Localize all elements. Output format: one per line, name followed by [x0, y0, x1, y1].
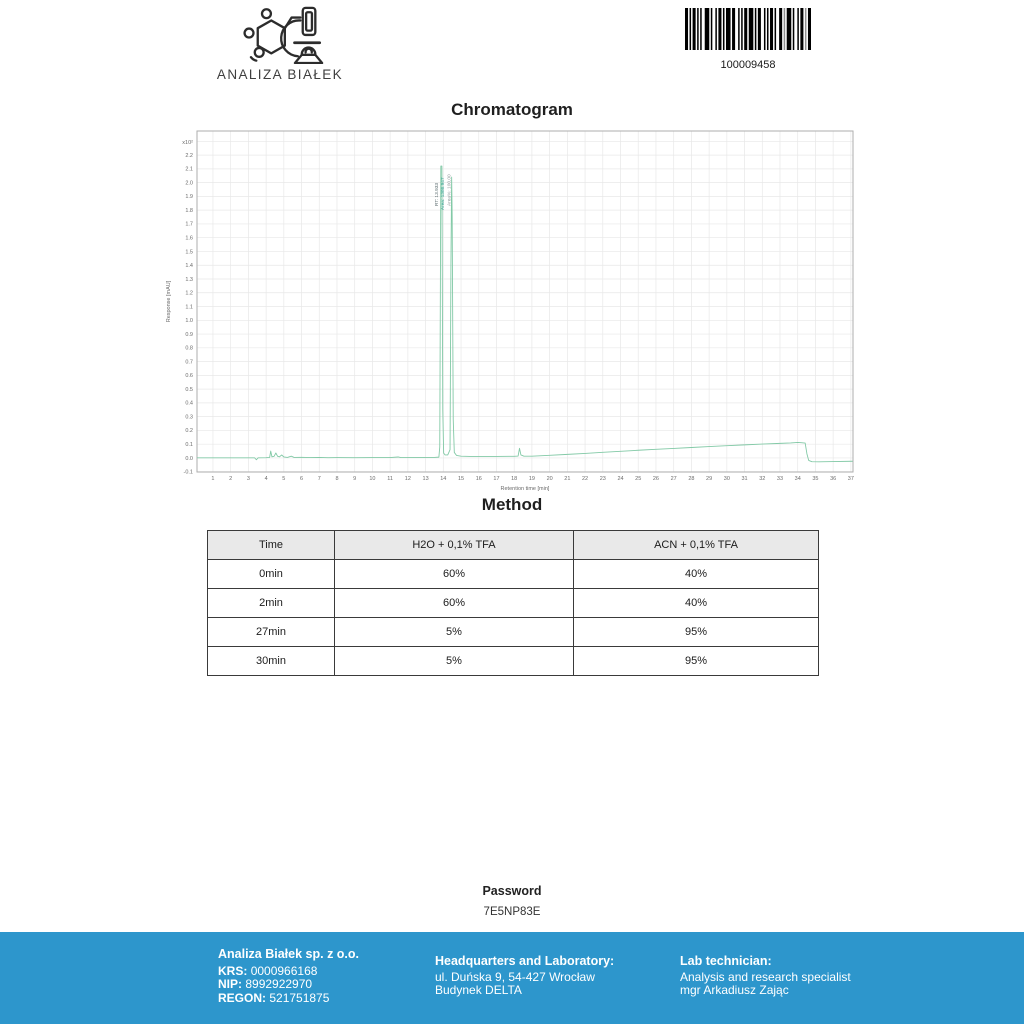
- cell-h2o: 5%: [335, 647, 574, 676]
- molecule-microscope-icon: [236, 4, 324, 64]
- table-row: [208, 618, 819, 647]
- svg-text:17: 17: [493, 476, 500, 482]
- technician-heading: Lab technician:: [680, 954, 772, 968]
- hq-heading: Headquarters and Laboratory:: [435, 954, 615, 968]
- company-regon: REGON: 521751875: [218, 990, 330, 1005]
- technician-name: mgr Arkadiusz Zając: [680, 983, 789, 997]
- footer: [0, 932, 1024, 1024]
- svg-text:2.2: 2.2: [185, 152, 193, 159]
- svg-text:13: 13: [422, 476, 429, 482]
- cell-h2o: 5%: [335, 618, 574, 647]
- svg-text:1.3: 1.3: [185, 276, 193, 283]
- hq-address: ul. Duńska 9, 54-427 Wrocław: [435, 969, 595, 984]
- barcode-number: 100009458: [720, 59, 776, 71]
- svg-text:0.1: 0.1: [185, 441, 193, 448]
- svg-text:2.1: 2.1: [185, 166, 193, 173]
- svg-text:9: 9: [353, 476, 357, 482]
- company-name: Analiza Białek sp. z o.o.: [218, 947, 360, 961]
- svg-text:20: 20: [546, 476, 553, 482]
- svg-text:0.9: 0.9: [185, 331, 193, 338]
- svg-text:30: 30: [723, 476, 730, 482]
- svg-text:22: 22: [582, 476, 589, 482]
- svg-text:2: 2: [229, 476, 233, 482]
- svg-text:26: 26: [652, 476, 660, 482]
- svg-text:10: 10: [369, 476, 376, 482]
- svg-text:19: 19: [528, 476, 535, 482]
- footer-technician-column: [680, 955, 851, 998]
- hq-building: Budynek DELTA: [435, 983, 522, 997]
- svg-text:0.2: 0.2: [185, 428, 193, 435]
- svg-text:0.5: 0.5: [185, 386, 193, 393]
- cell-time: 30min: [208, 647, 335, 676]
- svg-text:0.8: 0.8: [185, 345, 193, 352]
- svg-text:Area%: 100,00: Area%: 100,00: [447, 174, 453, 207]
- method-table-header-row: [208, 531, 819, 560]
- svg-text:0.6: 0.6: [185, 373, 193, 380]
- logo-label: ANALIZA BIAŁEK: [216, 67, 344, 82]
- logo: [205, 4, 355, 82]
- svg-text:0.3: 0.3: [185, 414, 193, 421]
- table-row: [208, 560, 819, 589]
- col-header-time: Time: [208, 531, 335, 560]
- svg-text:15: 15: [457, 476, 465, 482]
- col-header-acn: ACN + 0,1% TFA: [574, 531, 819, 560]
- svg-text:1.8: 1.8: [185, 207, 193, 214]
- svg-text:12: 12: [404, 476, 411, 482]
- svg-text:8: 8: [335, 476, 339, 482]
- cell-acn: 40%: [574, 560, 819, 589]
- svg-text:Response [mAU]: Response [mAU]: [166, 280, 172, 323]
- password-value: 7E5NP83E: [483, 906, 541, 918]
- svg-text:14: 14: [440, 476, 447, 482]
- svg-text:1.5: 1.5: [185, 249, 193, 256]
- svg-text:Retention time [min]: Retention time [min]: [500, 486, 550, 492]
- company-krs: KRS: 0000966168: [218, 963, 318, 978]
- svg-text:3: 3: [246, 476, 250, 482]
- svg-text:32: 32: [759, 476, 766, 482]
- svg-text:7: 7: [317, 476, 321, 482]
- svg-text:27: 27: [670, 476, 677, 482]
- method-table: [207, 530, 819, 676]
- svg-text:1.6: 1.6: [185, 235, 193, 242]
- cell-time: 27min: [208, 618, 335, 647]
- chromatogram-title: Chromatogram: [451, 100, 573, 119]
- svg-text:34: 34: [794, 476, 801, 482]
- svg-text:1.9: 1.9: [185, 194, 193, 201]
- svg-text:RT: 13.933: RT: 13.933: [434, 182, 440, 207]
- svg-text:11: 11: [387, 476, 394, 482]
- svg-text:31: 31: [741, 476, 748, 482]
- cell-acn: 95%: [574, 647, 819, 676]
- col-header-h2o: H2O + 0,1% TFA: [335, 531, 574, 560]
- table-row: [208, 589, 819, 618]
- cell-h2o: 60%: [335, 560, 574, 589]
- cell-time: 2min: [208, 589, 335, 618]
- cell-acn: 40%: [574, 589, 819, 618]
- svg-text:0.4: 0.4: [185, 400, 193, 407]
- svg-text:0.7: 0.7: [185, 359, 193, 366]
- svg-text:25: 25: [635, 476, 642, 482]
- svg-text:2.0: 2.0: [185, 180, 193, 187]
- svg-text:x10²: x10²: [182, 140, 193, 147]
- svg-text:37: 37: [847, 476, 854, 482]
- chromatogram-chart: [155, 126, 865, 501]
- svg-text:0.0: 0.0: [185, 455, 193, 462]
- cell-time: 0min: [208, 560, 335, 589]
- svg-text:29: 29: [706, 476, 713, 482]
- svg-text:Area: 1386.947: Area: 1386.947: [441, 177, 447, 211]
- cell-h2o: 60%: [335, 589, 574, 618]
- barcode-block: [683, 8, 813, 71]
- method-title: Method: [481, 495, 543, 514]
- svg-text:21: 21: [564, 476, 571, 482]
- svg-text:1.7: 1.7: [185, 221, 193, 228]
- svg-text:5: 5: [282, 476, 286, 482]
- svg-text:24: 24: [617, 476, 624, 482]
- svg-text:-0.1: -0.1: [183, 469, 193, 476]
- barcode: [685, 8, 811, 50]
- svg-text:6: 6: [300, 476, 304, 482]
- svg-text:33: 33: [776, 476, 784, 482]
- table-row: [208, 647, 819, 676]
- svg-text:16: 16: [475, 476, 482, 482]
- svg-text:1.0: 1.0: [185, 318, 193, 325]
- svg-text:23: 23: [599, 476, 606, 482]
- svg-text:1.4: 1.4: [185, 263, 193, 270]
- company-nip: NIP: 8992922970: [218, 977, 313, 991]
- svg-text:36: 36: [830, 476, 837, 482]
- svg-text:4: 4: [264, 476, 268, 482]
- password-section: [0, 884, 1024, 918]
- svg-text:1: 1: [211, 476, 215, 482]
- password-label: Password: [482, 884, 542, 898]
- svg-text:35: 35: [812, 476, 819, 482]
- technician-role: Analysis and research specialist: [680, 969, 851, 984]
- footer-hq-column: [435, 955, 614, 998]
- svg-text:1.1: 1.1: [185, 304, 193, 311]
- svg-text:18: 18: [511, 476, 518, 482]
- svg-text:1.2: 1.2: [185, 290, 193, 297]
- cell-acn: 95%: [574, 618, 819, 647]
- svg-text:28: 28: [688, 476, 695, 482]
- footer-company-column: [218, 948, 359, 1005]
